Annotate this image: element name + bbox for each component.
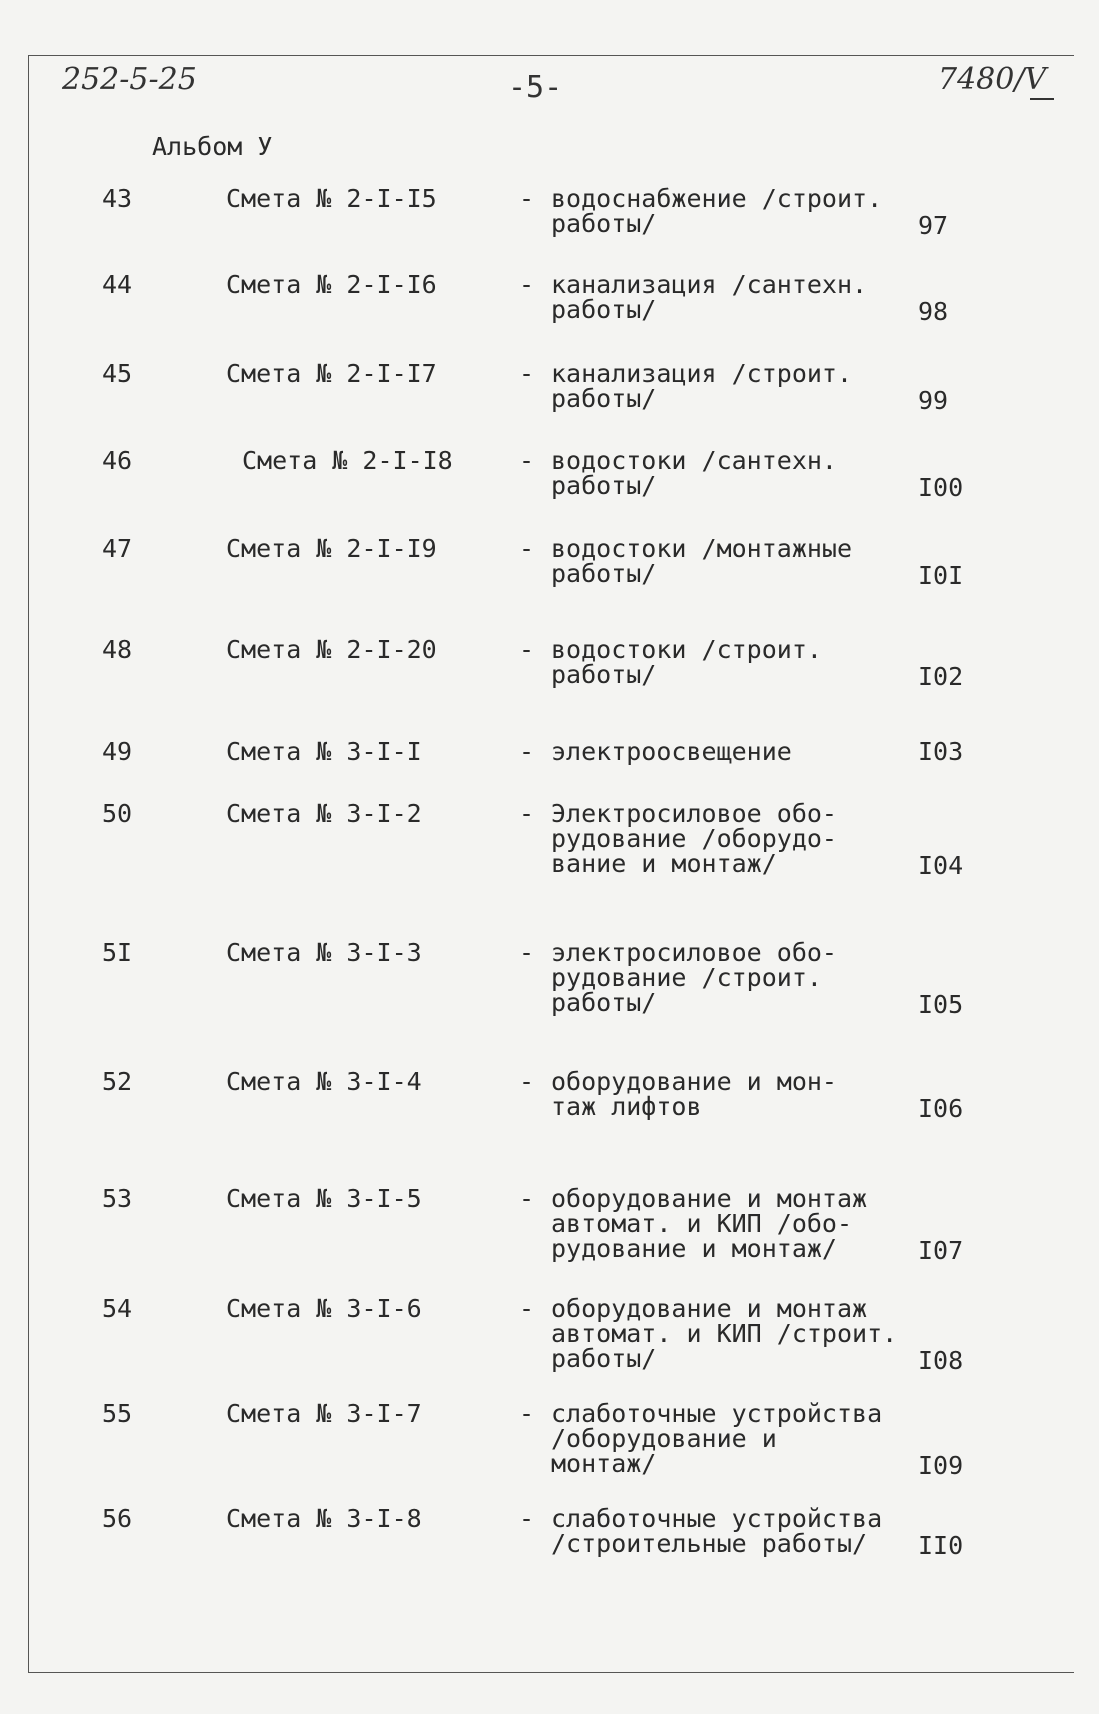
entry-page: I03 (918, 737, 964, 766)
entry-dash: - (519, 1294, 535, 1323)
entry-number: 46 (102, 446, 133, 475)
entry-description: водостоки /сантехн. работы/ (551, 446, 837, 500)
entry-description: оборудование и монтаж автомат. и КИП /строит. работы/ (551, 1294, 898, 1373)
entry-dash: - (519, 1067, 535, 1096)
entry-estimate: Смета № 3-I-5 (226, 1184, 422, 1213)
entry-dash: - (519, 635, 535, 664)
page-number: -5- (508, 70, 563, 105)
entry-page: I05 (918, 990, 964, 1019)
entry-page: I02 (918, 662, 964, 691)
entry-page: I06 (918, 1094, 964, 1123)
entry-estimate: Смета № 2-I-I7 (226, 359, 437, 388)
entry-number: 49 (102, 737, 133, 766)
entry-description: водоснабжение /строит. работы/ (551, 184, 883, 238)
entry-description: слаботочные устройства /строительные работы/ (551, 1504, 883, 1558)
entry-number: 54 (102, 1294, 133, 1323)
entry-number: 45 (102, 359, 133, 388)
entry-number: 44 (102, 270, 133, 299)
entry-description: водостоки /строит. работы/ (551, 635, 822, 689)
entry-dash: - (519, 1184, 535, 1213)
entry-dash: - (519, 359, 535, 388)
entry-page: I08 (918, 1346, 964, 1375)
entry-number: 52 (102, 1067, 133, 1096)
entry-dash: - (519, 799, 535, 828)
entry-description: Электросиловое обо- рудование /оборудо- вание и монтаж/ (551, 799, 837, 878)
entry-description: электроосвещение (551, 737, 792, 766)
entry-estimate: Смета № 3-I-I (226, 737, 422, 766)
entry-dash: - (519, 184, 535, 213)
entry-page: 98 (918, 297, 949, 326)
entry-estimate: Смета № 2-I-I6 (226, 270, 437, 299)
entry-page: 97 (918, 211, 949, 240)
entry-estimate: Смета № 2-I-20 (226, 635, 437, 664)
entry-number: 53 (102, 1184, 133, 1213)
entry-dash: - (519, 1399, 535, 1428)
entry-estimate: Смета № 3-I-2 (226, 799, 422, 828)
entry-page: I09 (918, 1451, 964, 1480)
entry-number: 50 (102, 799, 133, 828)
entry-page: I0I (918, 561, 964, 590)
entry-estimate: Смета № 2-I-I9 (226, 534, 437, 563)
entry-description: оборудование и монтаж автомат. и КИП /обо- рудование и монтаж/ (551, 1184, 868, 1263)
sheet-code: 7480/V (938, 62, 1047, 97)
entry-dash: - (519, 534, 535, 563)
entry-number: 55 (102, 1399, 133, 1428)
entry-description: канализация /строит. работы/ (551, 359, 853, 413)
entry-page: I00 (918, 473, 964, 502)
entry-estimate: Смета № 3-I-6 (226, 1294, 422, 1323)
entry-description: оборудование и мон- таж лифтов (551, 1067, 837, 1121)
entry-number: 56 (102, 1504, 133, 1533)
entry-number: 5I (102, 938, 133, 967)
entry-description: электросиловое обо- рудование /строит. работы/ (551, 938, 837, 1017)
entry-dash: - (519, 938, 535, 967)
entry-page: I04 (918, 851, 964, 880)
entry-estimate: Смета № 3-I-3 (226, 938, 422, 967)
entry-estimate: Смета № 3-I-4 (226, 1067, 422, 1096)
album-title: Альбом У (152, 132, 273, 161)
entry-estimate: Смета № 2-I-I5 (226, 184, 437, 213)
entry-estimate: Смета № 3-I-7 (226, 1399, 422, 1428)
entry-number: 47 (102, 534, 133, 563)
entry-number: 48 (102, 635, 133, 664)
entry-dash: - (519, 446, 535, 475)
document-code: 252-5-25 (62, 62, 197, 97)
entry-page: I07 (918, 1236, 964, 1265)
entry-description: канализация /сантехн. работы/ (551, 270, 868, 324)
entry-page: II0 (918, 1531, 964, 1560)
entry-description: водостоки /монтажные работы/ (551, 534, 853, 588)
entry-page: 99 (918, 386, 949, 415)
entry-dash: - (519, 270, 535, 299)
entry-estimate: Смета № 3-I-8 (226, 1504, 422, 1533)
entry-description: слаботочные устройства /оборудование и монтаж/ (551, 1399, 883, 1478)
sheet-code-underline (1030, 98, 1054, 100)
entry-estimate: Смета № 2-I-I8 (242, 446, 453, 475)
entry-number: 43 (102, 184, 133, 213)
entry-dash: - (519, 1504, 535, 1533)
entry-dash: - (519, 737, 535, 766)
